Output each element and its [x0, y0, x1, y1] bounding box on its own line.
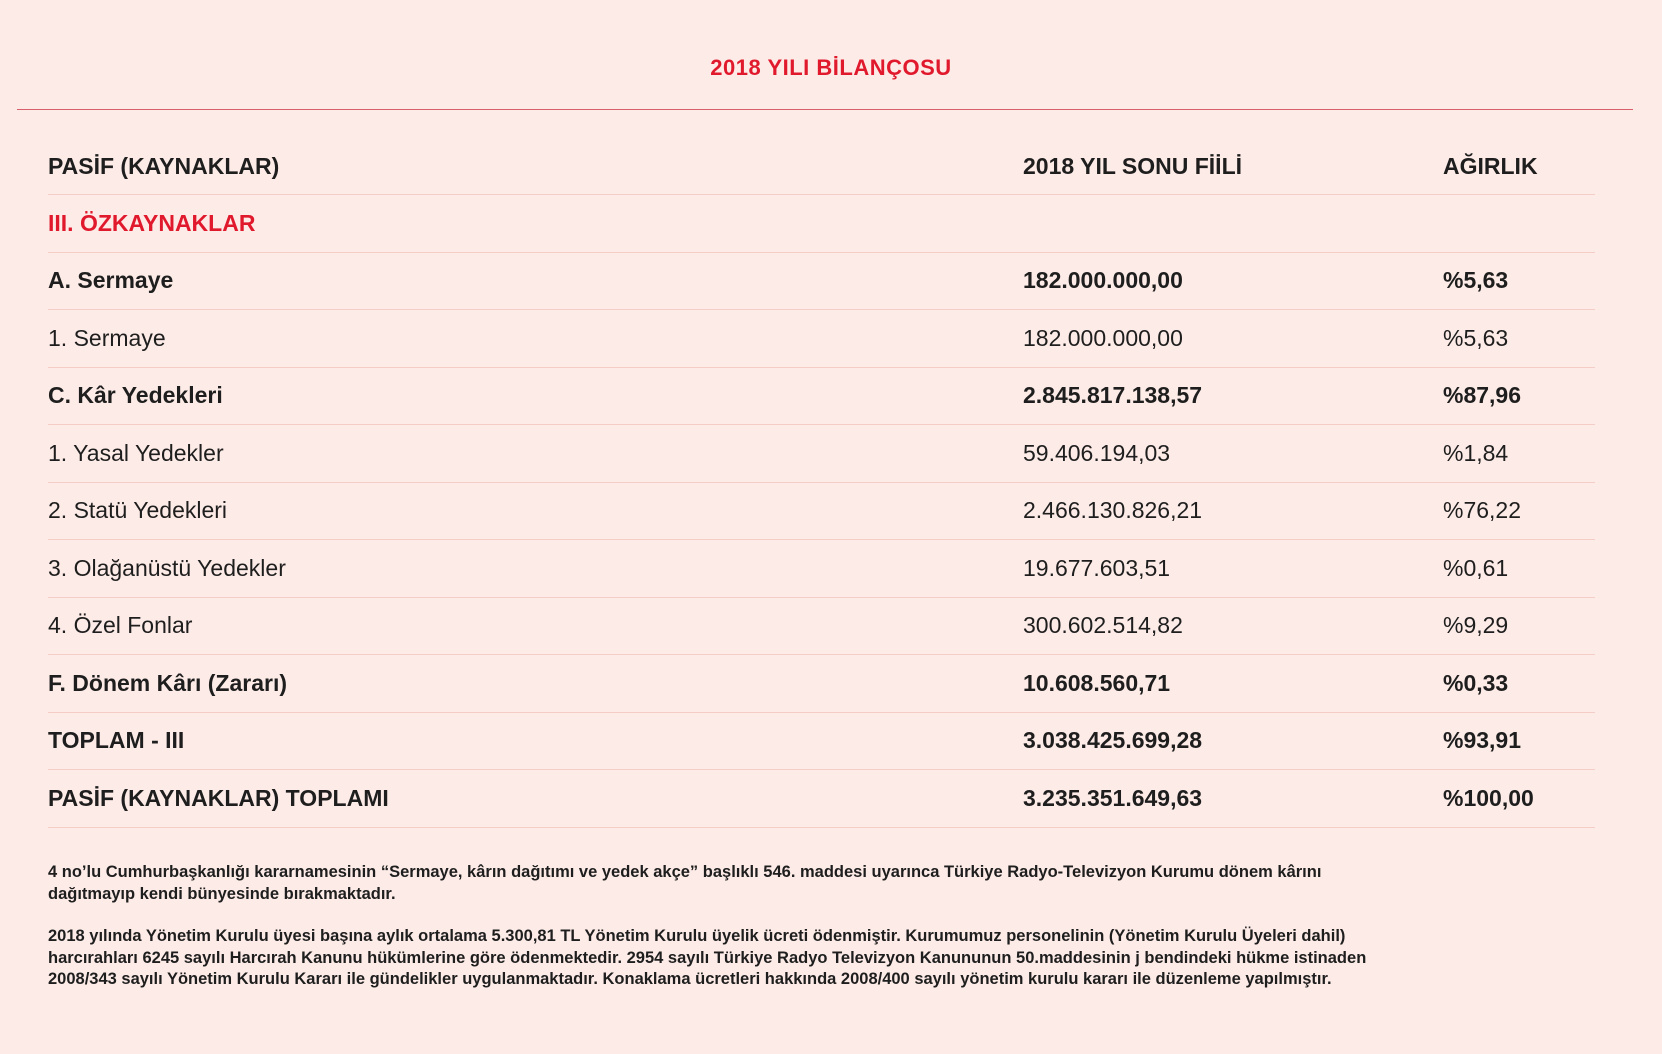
footnotes	[48, 862, 1388, 1012]
row-value: 2.466.130.826,21	[1023, 497, 1203, 524]
row-weight: %93,91	[1443, 727, 1522, 754]
row-weight: %76,22	[1443, 497, 1522, 524]
row-label: 2. Statü Yedekleri	[48, 497, 228, 524]
table-row	[48, 598, 1595, 656]
row-label: TOPLAM - III	[48, 727, 185, 754]
table-row	[48, 425, 1595, 483]
balance-table	[48, 138, 1595, 828]
row-weight: %9,29	[1443, 612, 1509, 639]
row-label: PASİF (KAYNAKLAR) TOPLAMI	[48, 784, 389, 811]
row-value: 10.608.560,71	[1023, 669, 1171, 696]
table-row	[48, 310, 1595, 368]
table-row	[48, 655, 1595, 713]
header-pasif: PASİF (KAYNAKLAR)	[48, 152, 280, 179]
row-value: 2.845.817.138,57	[1023, 382, 1203, 409]
row-label: 3. Olağanüstü Yedekler	[48, 554, 286, 581]
section-title: III. ÖZKAYNAKLAR	[48, 209, 256, 236]
row-weight: %1,84	[1443, 439, 1509, 466]
header-weight: AĞIRLIK	[1443, 152, 1538, 179]
table-row	[48, 713, 1595, 771]
row-weight: %5,63	[1443, 324, 1509, 351]
row-value: 300.602.514,82	[1023, 612, 1183, 639]
row-weight: %5,63	[1443, 267, 1509, 294]
row-label: F. Dönem Kârı (Zararı)	[48, 669, 287, 696]
section-row	[48, 195, 1595, 253]
row-value: 3.235.351.649,63	[1023, 784, 1203, 811]
row-weight: %100,00	[1443, 784, 1534, 811]
table-row	[48, 483, 1595, 541]
row-value: 182.000.000,00	[1023, 267, 1183, 294]
row-value: 59.406.194,03	[1023, 439, 1171, 466]
row-label: C. Kâr Yedekleri	[48, 382, 223, 409]
table-header-row	[48, 138, 1595, 195]
table-row	[48, 540, 1595, 598]
row-value: 3.038.425.699,28	[1023, 727, 1203, 754]
header-year-end: 2018 YIL SONU FİİLİ	[1023, 152, 1243, 179]
footnote: 4 no’lu Cumhurbaşkanlığı kararnamesinin “Sermaye, kârın dağıtımı ve yedek akçe” başlıklı 546. maddesi uyarınca Türkiye Radyo-Televizyon Kurumu dönem kârını dağıtmayıp kendi bünyesinde bırakmaktadır.	[48, 863, 1322, 903]
row-label: 1. Sermaye	[48, 324, 166, 351]
table-row	[48, 253, 1595, 311]
footnote: 2018 yılında Yönetim Kurulu üyesi başına aylık ortalama 5.300,81 TL Yönetim Kurulu üyelik ücreti ödenmiştir. Kurumumuz personelinin (Yönetim Kurulu Üyeleri dahil) harcırahları 6245 sayılı Harcırah Kanunu hükümlerine göre ödenmektedir. 2954 sayılı Türkiye Radyo Televizyon Kanununun 50.maddesinin j bendindeki hükme istinaden 2008/343 sayılı Yönetim Kurulu Kararı ile gündelikler uygulanmaktadır. Konaklama ücretleri hakkında 2008/400 sayılı yönetim kurulu kararı ile düzenleme yapılmıştır.	[48, 927, 1367, 988]
row-weight: %87,96	[1443, 382, 1522, 409]
row-label: 1. Yasal Yedekler	[48, 439, 224, 466]
row-value: 182.000.000,00	[1023, 324, 1183, 351]
row-label: 4. Özel Fonlar	[48, 612, 193, 639]
row-label: A. Sermaye	[48, 267, 174, 294]
table-row	[48, 770, 1595, 828]
row-weight: %0,61	[1443, 554, 1509, 581]
table-row	[48, 368, 1595, 426]
title-divider	[17, 109, 1633, 110]
row-weight: %0,33	[1443, 669, 1509, 696]
row-value: 19.677.603,51	[1023, 554, 1171, 581]
page-title: 2018 YILI BİLANÇOSU	[710, 55, 952, 80]
